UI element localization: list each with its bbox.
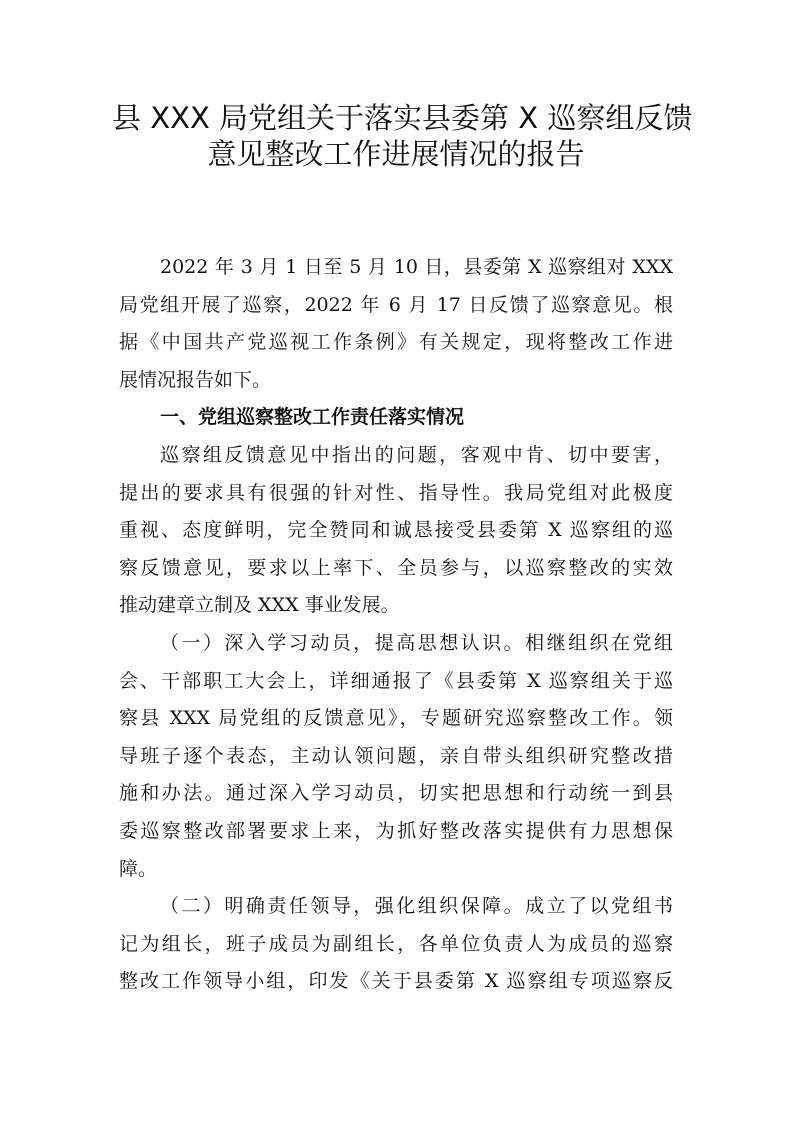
text-line: 察反馈意见，要求以上率下、全员参与，以巡察整改的实效 [119, 556, 673, 579]
text-line: 2022 年 3 月 1 日至 5 月 10 日，县委第 X 巡察组对 XXX [160, 256, 673, 278]
text-line: 局党组开展了巡察，2022 年 6 月 17 日反馈了巡察意见。根 [119, 293, 673, 316]
text-line: 一、党组巡察整改工作责任落实情况 [160, 406, 465, 429]
text-line: （二）明确责任领导，强化组织保障。成立了以党组书 [160, 895, 673, 918]
section-heading [119, 399, 673, 437]
text-line: 障。 [119, 857, 158, 880]
paragraph [119, 625, 673, 888]
text-line: 提出的要求具有很强的针对性、指导性。我局党组对此极度 [119, 481, 673, 504]
text-line: 施和办法。通过深入学习动员，切实把思想和行动统一到县 [119, 782, 673, 805]
paragraph [119, 437, 673, 625]
paragraph [119, 888, 673, 1001]
text-line: 重视、态度鲜明，完全赞同和诚恳接受县委第 X 巡察组的巡 [119, 519, 673, 542]
text-line: 察县 XXX 局党组的反馈意见》，专题研究巡察整改工作。领 [119, 707, 673, 730]
text-line: 导班子逐个表态，主动认领问题，亲自带头组织研究整改措 [119, 744, 673, 767]
text-line: 记为组长，班子成员为副组长，各单位负责人为成员的巡察 [119, 932, 673, 955]
text-line: 展情况报告如下。 [119, 368, 272, 391]
text-line: 委巡察整改部署要求上来，为抓好整改落实提供有力思想保 [119, 819, 673, 842]
document-title [112, 100, 693, 172]
text-line: 巡察组反馈意见中指出的问题，客观中肯、切中要害， [160, 443, 673, 466]
text-line: 会、干部职工大会上，详细通报了《县委第 X 巡察组关于巡 [119, 669, 673, 692]
text-line: 整改工作领导小组，印发《关于县委第 X 巡察组专项巡察反 [119, 970, 673, 993]
text-line: 据《中国共产党巡视工作条例》有关规定，现将整改工作进 [119, 331, 673, 354]
paragraph [119, 249, 673, 399]
document-body [119, 249, 673, 1001]
text-line: （一）深入学习动员，提高思想认识。相继组织在党组 [160, 631, 673, 654]
title-line-2: 意见整改工作进展情况的报告 [207, 137, 585, 171]
title-line-1: 县 XXX 局党组关于落实县委第 X 巡察组反馈 [112, 101, 693, 135]
text-line: 推动建章立制及 XXX 事业发展。 [119, 594, 400, 617]
